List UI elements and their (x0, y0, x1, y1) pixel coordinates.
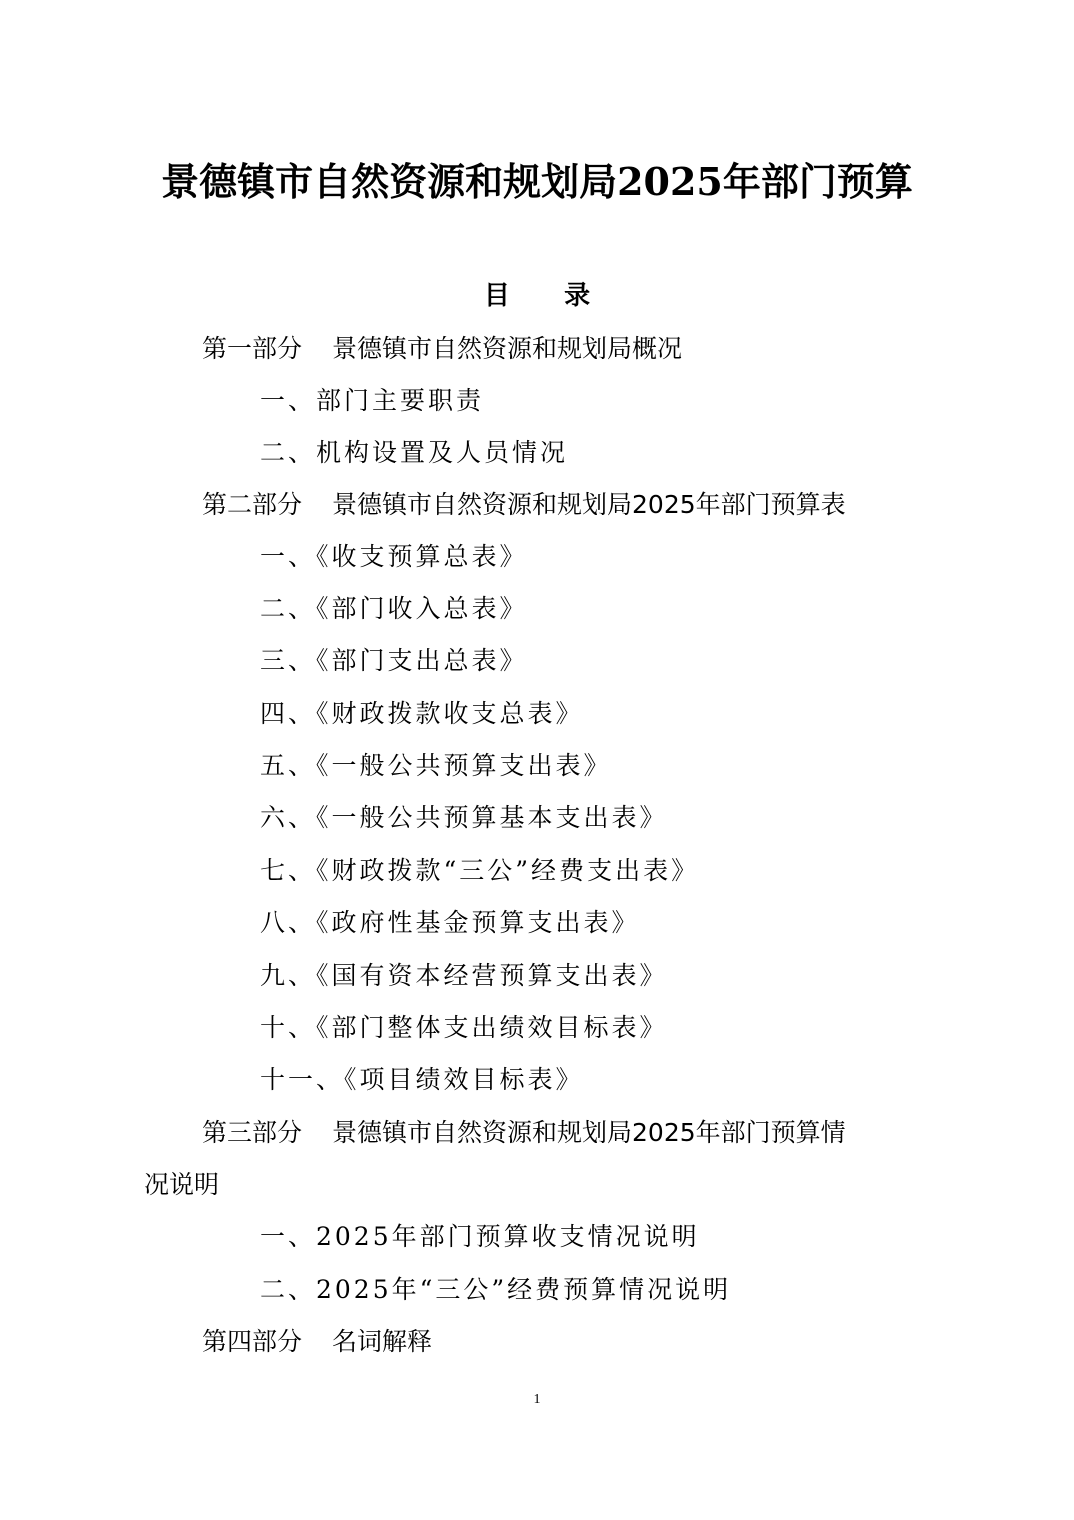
toc-part-1 (202, 329, 682, 369)
toc-part-1-title: 景德镇市自然资源和规划局概况 (332, 334, 683, 363)
toc-part-4-number: 第四部分 (202, 1327, 303, 1356)
toc-item: 三、《部门支出总表》 (260, 646, 528, 675)
toc-item: 二、机构设置及人员情况 (260, 438, 569, 467)
toc-part-2-title: 景德镇市自然资源和规划局2025年部门预算表 (332, 490, 846, 519)
toc-item: 七、《财政拨款“三公”经费支出表》 (260, 856, 700, 885)
toc-part-4 (202, 1322, 432, 1362)
toc-item: 一、部门主要职责 (260, 386, 485, 415)
document-title: 景德镇市自然资源和规划局2025年部门预算 (161, 159, 913, 204)
toc-item: 五、《一般公共预算支出表》 (260, 751, 612, 780)
toc-item: 一、《收支预算总表》 (260, 542, 528, 571)
toc-item: 十一、《项目绩效目标表》 (260, 1065, 584, 1094)
toc-item: 四、《财政拨款收支总表》 (260, 699, 584, 728)
toc-item: 二、《部门收入总表》 (260, 594, 528, 623)
toc-item: 十、《部门整体支出绩效目标表》 (260, 1013, 668, 1042)
toc-part-1-number: 第一部分 (202, 334, 303, 363)
toc-part-4-title: 名词解释 (332, 1327, 433, 1356)
toc-part-3-number: 第三部分 (202, 1118, 303, 1147)
toc-item: 二、2025年“三公”经费预算情况说明 (260, 1275, 732, 1304)
page-number: 1 (533, 1392, 541, 1407)
toc-part-3-title-continued: 况说明 (144, 1170, 220, 1199)
toc-part-3 (202, 1113, 846, 1153)
toc-part-2 (202, 485, 846, 525)
toc-part-2-number: 第二部分 (202, 490, 303, 519)
toc-item: 九、《国有资本经营预算支出表》 (260, 961, 668, 990)
toc-item: 一、2025年部门预算收支情况说明 (260, 1222, 700, 1251)
toc-item: 八、《政府性基金预算支出表》 (260, 908, 640, 937)
toc-part-3-title: 景德镇市自然资源和规划局2025年部门预算情 (332, 1118, 846, 1147)
toc-heading: 目 录 (483, 281, 591, 311)
toc-item: 六、《一般公共预算基本支出表》 (260, 803, 668, 832)
